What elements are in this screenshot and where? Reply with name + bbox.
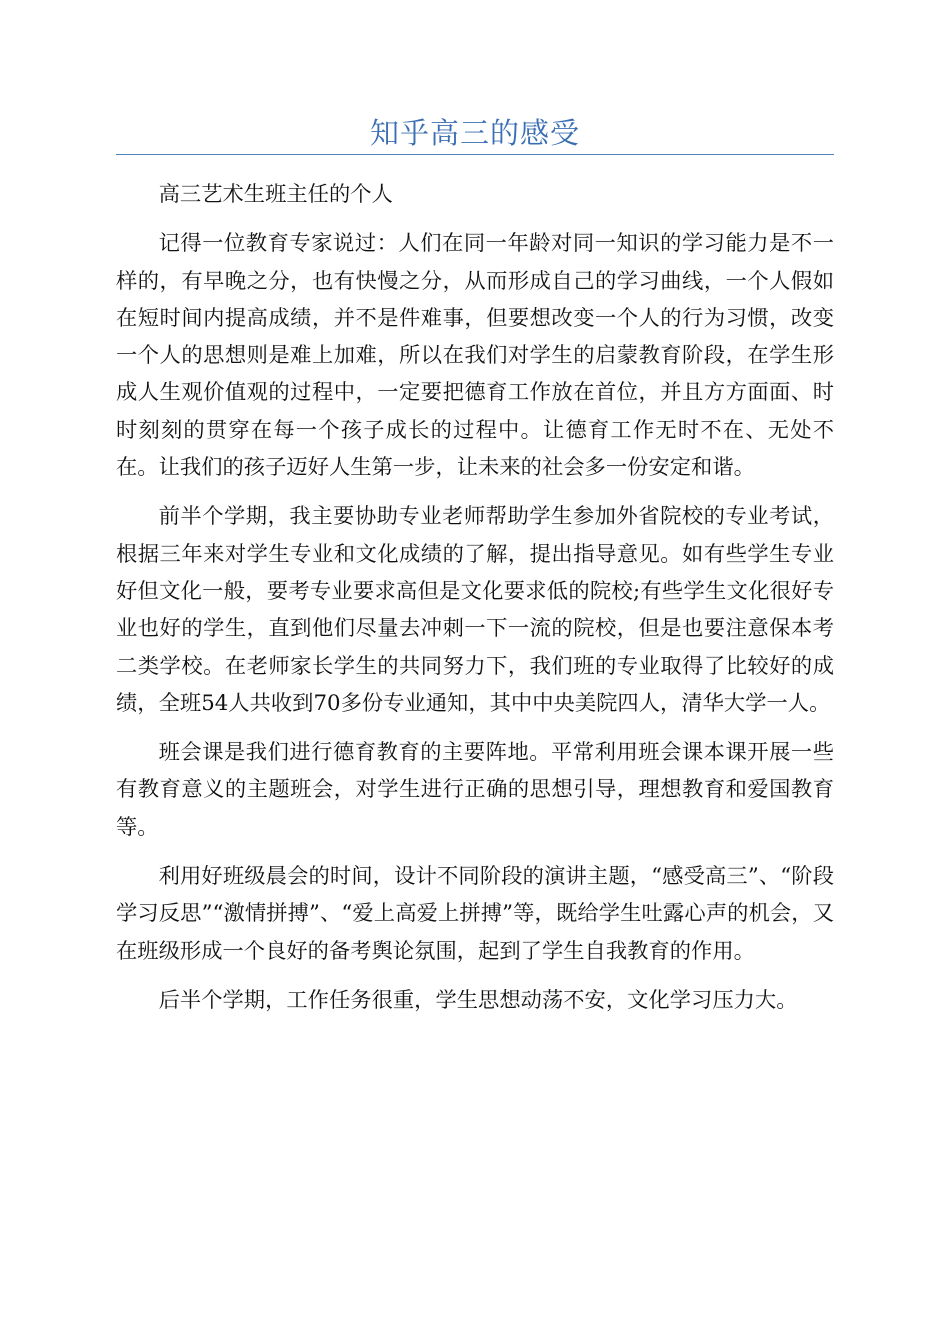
document-body [116, 176, 834, 1019]
paragraph-1: 记得一位教育专家说过：人们在同一年龄对同一知识的学习能力是不一样的，有早晚之分，也有快慢之分，从而形成自己的学习曲线，一个人假如在短时间内提高成绩，并不是件难事，但要想改变一个人的行为习惯，改变一个人的思想则是难上加难，所以在我们对学生的启蒙教育阶段，在学生形成人生观价值观的过程中，一定要把德育工作放在首位，并且方方面面、时时刻刻的贯穿在每一个孩子成长的过程中。让德育工作无时不在、无处不在。让我们的孩子迈好人生第一步，让未来的社会多一份安定和谐。 [116, 231, 834, 481]
title-underline-rule [116, 154, 834, 155]
paragraph-4: 利用好班级晨会的时间，设计不同阶段的演讲主题，“感受高三”、“阶段学习反思”“激情拼搏”、“爱上高爱上拼搏”等，既给学生吐露心声的机会，又在班级形成一个良好的备考舆论氛围，起到了学生自我教育的作用。 [116, 864, 834, 964]
paragraph-3: 班会课是我们进行德育教育的主要阵地。平常利用班会课本课开展一些有教育意义的主题班会，对学生进行正确的思想引导，理想教育和爱国教育等。 [116, 740, 834, 840]
paragraph-5: 后半个学期，工作任务很重，学生思想动荡不安，文化学习压力大。 [158, 987, 798, 1013]
document-title: 知乎高三的感受 [369, 116, 580, 150]
paragraph-heading: 高三艺术生班主任的个人 [158, 182, 393, 207]
paragraph-2: 前半个学期，我主要协助专业老师帮助学生参加外省院校的专业考试，根据三年来对学生专业和文化成绩的了解，提出指导意见。如有些学生专业好但文化一般，要考专业要求高但是文化要求低的院校;有些学生文化很好专业也好的学生，直到他们尽量去冲刺一下一流的院校，但是也要注意保本考二类学校。在老师家长学生的共同努力下，我们班的专业取得了比较好的成绩，全班54人共收到70多份专业通知，其中中央美院四人，清华大学一人。 [116, 504, 834, 716]
